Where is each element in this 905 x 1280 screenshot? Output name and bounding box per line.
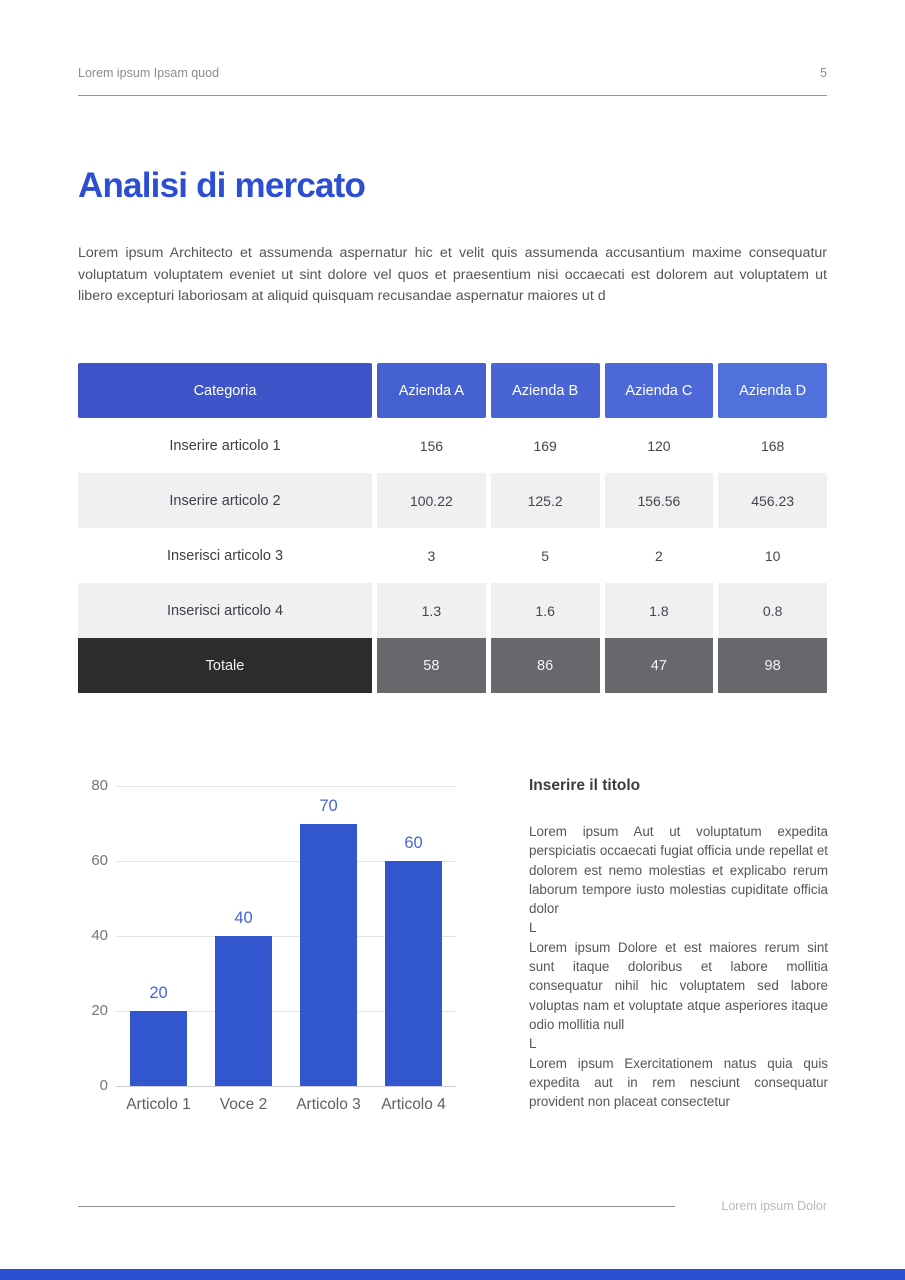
chart-bar — [130, 1011, 187, 1086]
chart-y-tick-label: 60 — [91, 852, 108, 869]
table-row — [78, 418, 827, 473]
row-value: 456.23 — [718, 473, 827, 528]
table-header-cell: Azienda A — [377, 363, 486, 418]
bar-chart — [78, 775, 464, 1125]
page-header — [78, 66, 827, 96]
table-header-cell: Azienda D — [718, 363, 827, 418]
table-row — [78, 473, 827, 528]
total-value: 58 — [377, 638, 486, 693]
chart-bar-value-label: 20 — [149, 984, 168, 1002]
side-paragraph: L — [529, 920, 537, 936]
chart-x-label: Articolo 3 — [296, 1096, 361, 1113]
table-header-cell: Azienda C — [605, 363, 714, 418]
intro-paragraph: Lorem ipsum Architecto et assumenda aspernatur hic et velit quis assumenda accusantium maxime consequatur voluptatum voluptatem eveniet ut sint dolore vel quos et praesentium nisi occaecati est dolorem aut voluptatem ut libero excepturi laboriosam at aliquid quisquam recusandae aspernatur maiores ut d — [78, 245, 827, 304]
row-value: 100.22 — [377, 473, 486, 528]
total-value: 47 — [605, 638, 714, 693]
table-header-row — [78, 363, 827, 418]
market-table — [78, 363, 827, 693]
table-row — [78, 528, 827, 583]
chart-bar — [385, 861, 442, 1086]
table-header-cell: Categoria — [78, 363, 372, 418]
table-row — [78, 583, 827, 638]
side-heading: Inserire il titolo — [529, 777, 641, 794]
chart-bar-value-label: 70 — [319, 796, 338, 815]
chart-gridline — [116, 1086, 456, 1087]
chart-gridline — [116, 786, 456, 787]
row-value: 169 — [533, 437, 557, 454]
page-number: 5 — [820, 66, 827, 80]
row-label: Inserisci articolo 3 — [166, 547, 284, 564]
header-left-text: Lorem ipsum Ipsam quod — [78, 66, 220, 80]
table-total-row — [78, 638, 827, 693]
total-label: Totale — [78, 638, 372, 693]
row-value: 1.3 — [377, 583, 486, 638]
chart-y-tick-label: 80 — [91, 777, 108, 794]
total-value: 86 — [491, 638, 600, 693]
row-value: 0.8 — [718, 583, 827, 638]
row-value: 10 — [764, 547, 781, 564]
row-value: 3 — [427, 547, 436, 564]
table-header-cell: Azienda B — [491, 363, 600, 418]
chart-y-tick-label: 20 — [91, 1002, 108, 1019]
side-paragraph: Lorem ipsum Dolore et est maiores rerum sint sunt itaque doloribus et labore mollitia consequatur nihil hic voluptatem sed labore voluptas nam et voluptate atque asperiores itaque odio mollitia null — [529, 939, 828, 1032]
chart-bar — [300, 824, 357, 1087]
page-title: Analisi di mercato — [78, 166, 366, 205]
chart-plot-area — [91, 777, 456, 1113]
chart-x-label: Articolo 4 — [381, 1096, 446, 1113]
side-text-column — [529, 777, 828, 1111]
row-value: 2 — [654, 547, 663, 564]
row-label: Inserire articolo 1 — [169, 437, 281, 454]
row-label: Inserisci articolo 4 — [78, 583, 372, 638]
row-value: 120 — [647, 437, 671, 454]
side-paragraph: L — [529, 1036, 537, 1052]
total-value: 98 — [718, 638, 827, 693]
bottom-accent-bar — [0, 1269, 905, 1280]
chart-y-tick-label: 0 — [99, 1077, 108, 1094]
row-value: 1.6 — [491, 583, 600, 638]
row-value: 125.2 — [491, 473, 600, 528]
footer-divider — [78, 1206, 675, 1207]
footer-right-text: Lorem ipsum Dolor — [721, 1199, 827, 1213]
chart-x-label: Articolo 1 — [126, 1096, 191, 1113]
row-value: 156 — [419, 437, 444, 454]
row-value: 1.8 — [605, 583, 714, 638]
row-value: 156.56 — [605, 473, 714, 528]
chart-y-tick-label: 40 — [91, 927, 108, 944]
row-value: 168 — [760, 437, 785, 454]
side-paragraph: Lorem ipsum Aut ut voluptatum expedita perspiciatis occaecati fugiat officia unde repellat et dolorem est nemo molestias et explicabo rerum laborum tempore iusto molestias cupiditate officia dolor — [529, 824, 828, 917]
chart-bar — [215, 936, 272, 1086]
row-value: 5 — [541, 547, 550, 564]
chart-x-label: Voce 2 — [219, 1096, 268, 1113]
row-label: Inserire articolo 2 — [78, 473, 372, 528]
page-footer — [78, 1199, 827, 1213]
chart-bar-value-label: 60 — [404, 834, 423, 852]
chart-bar-value-label: 40 — [234, 909, 253, 927]
side-paragraph: Lorem ipsum Exercitationem natus quia quis expedita aut in rem nesciunt consequatur provident non placeat consectetur — [529, 1055, 828, 1110]
